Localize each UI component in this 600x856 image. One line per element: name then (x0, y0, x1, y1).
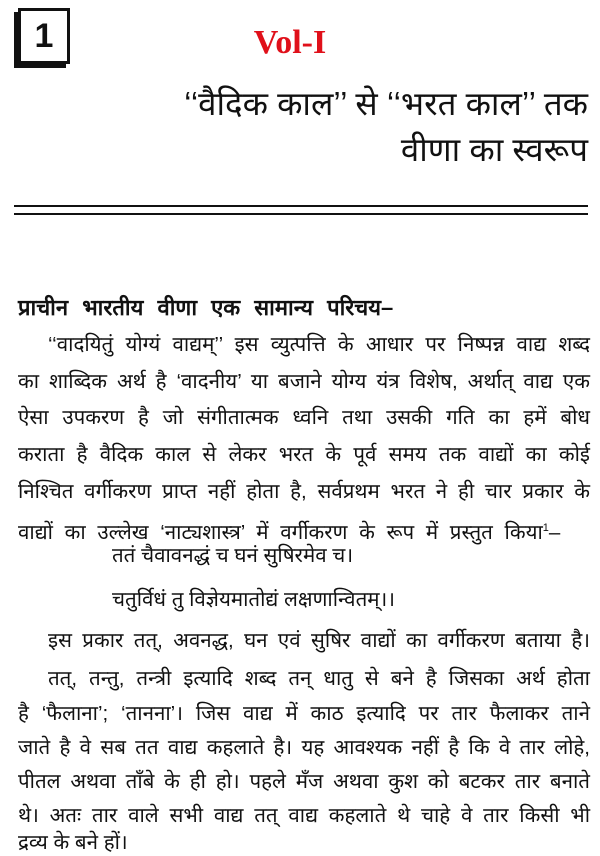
paragraph-line: ‘‘वादयितुं योग्यं वाद्यम्’’ इस व्युत्पत्ति के आधार पर निष्पन्न वाद्य शब्द (48, 333, 590, 356)
paragraph-line: निश्चित वर्गीकरण प्राप्त नहीं होता है, सर्वप्रथम भरत ने ही चार प्रकार के (18, 480, 590, 503)
paragraph-line: पीतल अथवा ताँबे के ही हो। पहले मँज अथवा कुश को बटकर तार बनाते (18, 770, 590, 793)
paragraph-2: इस प्रकार तत्, अवनद्ध, घन एवं सुषिर वाद्यों का वर्गीकरण बताया है। (48, 629, 590, 652)
volume-label: Vol-I (253, 24, 327, 61)
paragraph-line: तत्, तन्तु, तन्त्री इत्यादि शब्द तन् धातु से बने है जिसका अर्थ होता (48, 667, 590, 690)
paragraph-line-last: द्रव्य के बने हों। (18, 831, 128, 854)
paragraph-line: जाते है वे सब तत वाद्य कहलाते है। यह आवश्यक नहीं है कि वे तार लोहे, (18, 736, 590, 759)
chapter-title-line-2: वीणा का स्वरूप (400, 131, 588, 168)
paragraph-line: ऐसा उपकरण है जो संगीतात्मक ध्वनि तथा उसकी गति का हमें बोध (18, 406, 590, 429)
section-heading: प्राचीन भारतीय वीणा एक सामान्य परिचय– (18, 295, 394, 320)
paragraph-line: थे। अतः तार वाले सभी वाद्य तत् वाद्य कहलाते थे चाहे वे तार किसी भी (18, 804, 590, 827)
paragraph-line: है ‘फैलाना’; ‘तानना’। जिस वाद्य में काठ इत्यादि पर तार फैलाकर ताने (18, 702, 590, 725)
verse-line-2: चतुर्विधं तु विज्ञेयमातोद्यं लक्षणान्वितम्।। (112, 588, 396, 611)
paragraph-line: कराता है वैदिक काल से लेकर भरत के पूर्व समय तक वाद्यों का कोई (18, 443, 590, 466)
chapter-title-line-1: ‘‘वैदिक काल’’ से ‘‘भरत काल’’ तक (184, 85, 588, 122)
paragraph-line: का शाब्दिक अर्थ है ‘वादनीय’ या बजाने योग्य यंत्र विशेष, अर्थात् वाद्य एक (18, 370, 590, 393)
title-rule-bottom (14, 213, 588, 215)
verse-line-1: ततं चैवावनद्धं च घनं सुषिरमेव च। (112, 544, 354, 567)
footnote-ref[interactable]: 1 (542, 522, 549, 534)
paragraph-line-last: वाद्यों का उल्लेख ‘नाट्यशास्त्र’ में वर्गीकरण के रूप में प्रस्तुत किया$^1$– (18, 520, 561, 544)
title-rule-top (14, 205, 588, 207)
chapter-number: 1 (34, 16, 54, 55)
